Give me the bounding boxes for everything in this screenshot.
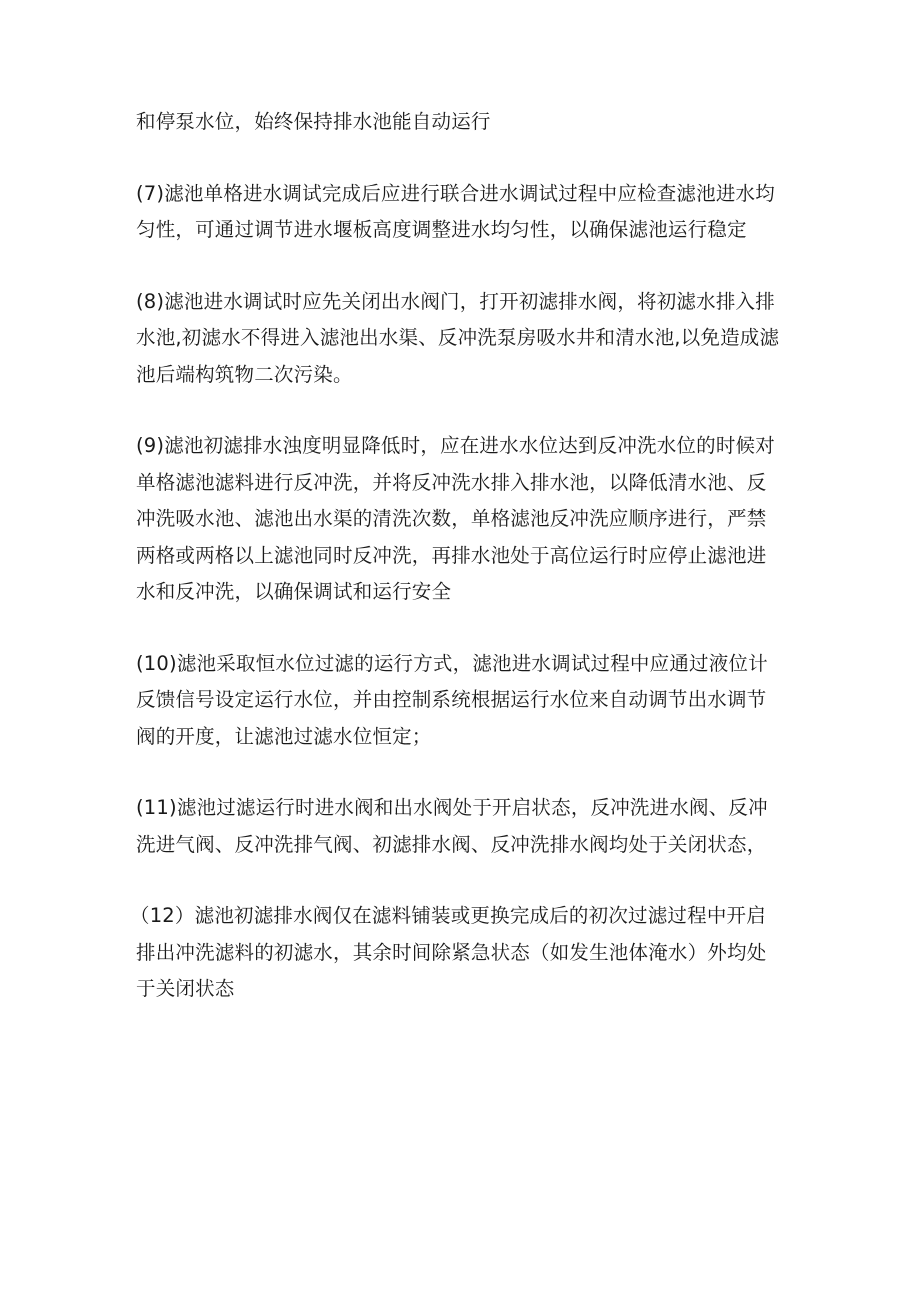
text-line: 匀性，可通过调节进水堰板高度调整进水均匀性，以确保滤池运行稳定	[136, 218, 747, 241]
text-line: 单格滤池滤料进行反冲洗，并将反冲洗水排入排水池，以降低清水池、反	[136, 470, 767, 494]
text-line: 冲洗吸水池、滤池出水渠的清洗次数，单格滤池反冲洗应顺序进行，严禁	[136, 507, 767, 530]
paragraph-pump-level	[136, 104, 796, 141]
paragraph-item-11	[136, 790, 796, 863]
text-line: 水和反冲洗，以确保调试和运行安全	[136, 580, 452, 603]
text-line: (11)滤池过滤运行时进水阀和出水阀处于开启状态，反冲洗进水阀、反冲	[136, 796, 768, 819]
text-line: 排出冲洗滤料的初滤水，其余时间除紧急状态（如发生池体淹水）外均处	[136, 940, 767, 964]
text-line: 两格或两格以上滤池同时反冲洗，再排水池处于高位运行时应停止滤池进	[136, 543, 767, 567]
text-line: (10)滤池采取恒水位过滤的运行方式，滤池进水调试过程中应通过液位计	[136, 651, 768, 675]
text-line: (7)滤池单格进水调试完成后应进行联合进水调试过程中应检查滤池进水均	[136, 181, 775, 205]
paragraph-item-12	[130, 898, 796, 1008]
text-line: 和停泵水位，始终保持排水池能自动运行	[136, 110, 491, 133]
text-line: (8)滤池进水调试时应先关闭出水阀门，打开初滤排水阀，将初滤水排入排	[136, 289, 775, 313]
text-line: 洗进气阀、反冲洗排气阀、初滤排水阀、反冲洗排水阀均处于关闭状态，	[136, 832, 767, 856]
paragraph-item-9	[136, 428, 796, 611]
paragraph-item-10	[136, 646, 796, 756]
text-line: 反馈信号设定运行水位，并由控制系统根据运行水位来自动调节出水调节	[136, 688, 767, 711]
text-line: 水池,初滤水不得进入滤池出水渠、反冲洗泵房吸水井和清水池,以免造成滤	[136, 326, 780, 349]
text-line: 于关闭状态	[136, 977, 235, 1000]
text-line: （12）滤池初滤排水阀仅在滤料铺装或更换完成后的初次过滤过程中开启	[130, 904, 766, 927]
paragraph-item-8	[136, 284, 796, 394]
text-line: 阀的开度，让滤池过滤水位恒定；	[136, 724, 432, 748]
text-line: 池后端构筑物二次污染。	[136, 362, 353, 386]
text-line: (9)滤池初滤排水浊度明显降低时，应在进水水位达到反冲洗水位的时候对	[136, 434, 775, 457]
paragraph-item-7	[136, 176, 796, 249]
document-body	[130, 104, 796, 1043]
